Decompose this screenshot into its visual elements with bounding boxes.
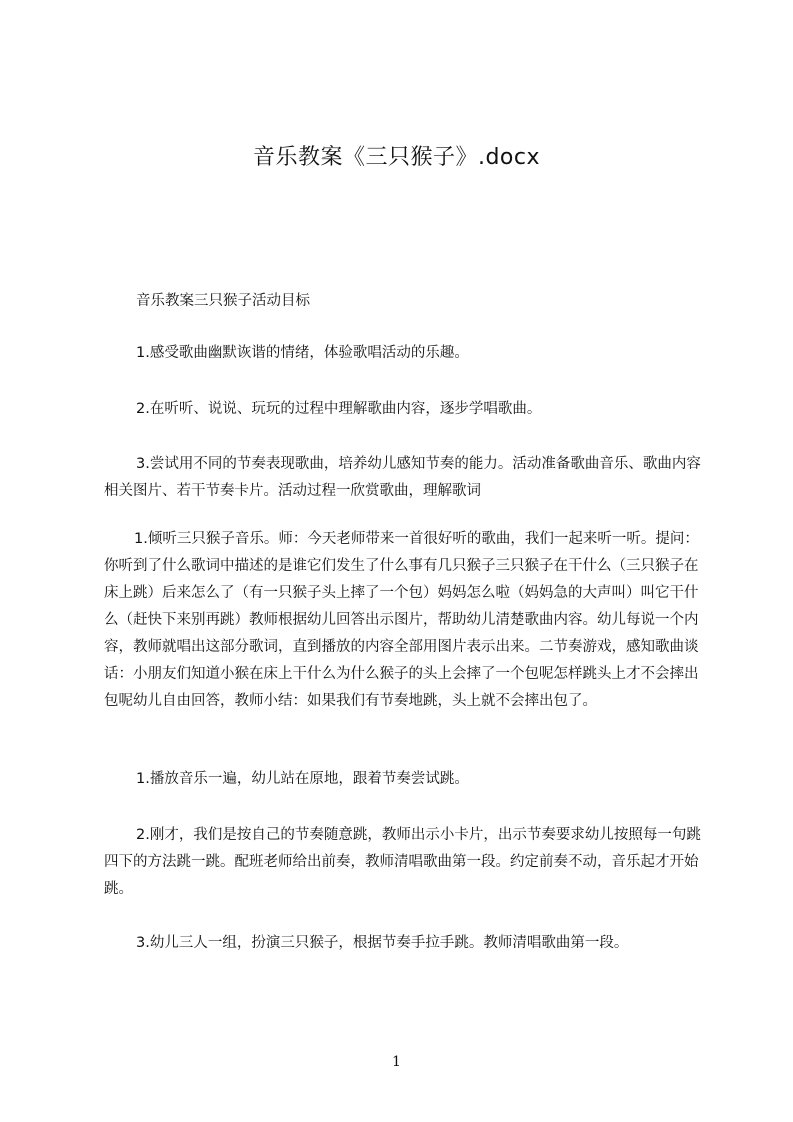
paragraph-goal-2: 2.在听听、说说、玩玩的过程中理解歌曲内容，逐步学唱歌曲。 [136,401,542,417]
paragraph-step-1: 1.播放音乐一遍，幼儿站在原地，跟着节奏尝试跳。 [136,771,469,787]
paragraph-step-3: 3.幼儿三人一组，扮演三只猴子，根据节奏手拉手跳。教师清唱歌曲第一段。 [136,935,629,951]
paragraph-objectives-heading: 音乐教案三只猴子活动目标 [136,293,310,309]
paragraph-activity-listen: 1.倾听三只猴子音乐。师：今天老师带来一首很好听的歌曲，我们一起来听一听。提问：你听到了什么歌词中描述的是谁它们发生了什么事有几只猴子三只猴子在干什么（三只猴子在床上跳）后来怎么了（有一只猴子头上摔了一个包）妈妈怎么啦（妈妈急的大声叫）叫它干什么（赶快下来别再跳）教师根据幼儿回答出示图片，帮助幼儿清楚歌曲内容。幼儿每说一个内容，教师就唱出这部分歌词，直到播放的内容全部用图片表示出来。二节奏游戏，感知歌曲谈话：小朋友们知道小猴在床上干什么为什么猴子的头上会摔了一个包呢怎样跳头上才不会摔出包呢幼儿自由回答，教师小结：如果我们有节奏地跳，头上就不会摔出包了。 [104,531,699,709]
paragraph-goal-3: 3.尝试用不同的节奏表现歌曲，培养幼儿感知节奏的能力。活动准备歌曲音乐、歌曲内容相关图片、若干节奏卡片。活动过程一欣赏歌曲，理解歌词 [104,456,701,499]
page-number: 1 [392,1054,401,1070]
document-title: 音乐教案《三只猴子》.docx [252,145,541,170]
paragraph-goal-1: 1.感受歌曲幽默诙谐的情绪，体验歌唱活动的乐趣。 [136,345,469,361]
paragraph-step-2: 2.刚才，我们是按自己的节奏随意跳，教师出示小卡片，出示节奏要求幼儿按照每一句跳四下的方法跳一跳。配班老师给出前奏，教师清唱歌曲第一段。约定前奏不动，音乐起才开始跳。 [104,827,701,897]
